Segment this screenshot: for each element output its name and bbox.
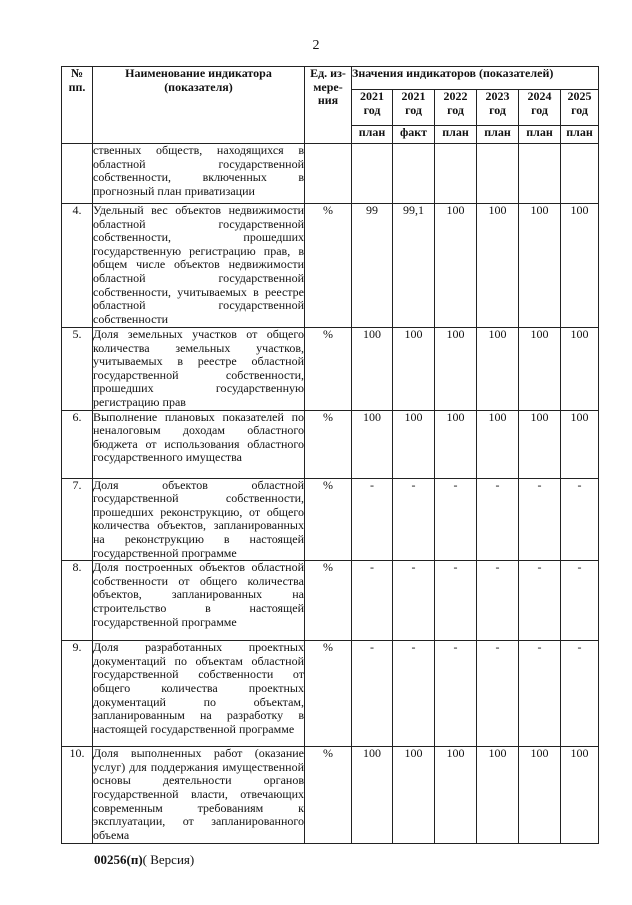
row-value: 100	[393, 410, 435, 478]
row-unit: %	[305, 328, 352, 411]
row-name: Доля объектов областной государственной собственности, прошедших реконструкцию, от общего количества объектов, запланированных на реконструкцию в настоящей государственной программе	[93, 477, 304, 560]
row-value: -	[435, 478, 477, 561]
header-type: план	[352, 126, 393, 144]
year-suffix: год	[531, 102, 548, 117]
row-value: 100	[393, 747, 435, 844]
row-value: 100	[477, 747, 519, 844]
row-value: -	[561, 478, 599, 561]
row-unit: %	[305, 410, 352, 478]
row-name: Удельный вес объектов недвижимости областной государственной собственности, прошедших государственную регистрацию прав, в общем числе объектов недвижимости областной государственной собственности, учитываемых в реестре областной государственной собственности	[93, 203, 304, 326]
row-value: 100	[519, 410, 561, 478]
table-row	[62, 410, 599, 478]
year-label: 2024	[527, 89, 552, 103]
document-code: 00256(п)	[94, 852, 143, 867]
row-value: 99	[352, 204, 393, 328]
row-unit: %	[305, 561, 352, 641]
row-value: 100	[435, 410, 477, 478]
row-value: 100	[435, 328, 477, 411]
row-value	[393, 144, 435, 204]
table-row	[62, 561, 599, 641]
row-value: 100	[477, 328, 519, 411]
row-value: 100	[561, 204, 599, 328]
indicators-table	[61, 66, 599, 844]
row-value: -	[393, 478, 435, 561]
row-value: -	[393, 561, 435, 641]
header-year	[393, 90, 435, 126]
row-value: -	[477, 561, 519, 641]
row-unit: %	[305, 747, 352, 844]
header-values: Значения индикаторов (показателей)	[352, 67, 599, 90]
year-suffix: год	[405, 102, 422, 117]
row-num: 10.	[62, 747, 93, 844]
row-unit	[305, 144, 352, 204]
header-year	[352, 90, 393, 126]
table-row	[62, 204, 599, 328]
row-name: Выполнение плановых показателей по неналоговым доходам областного бюджета от использования областного государственного имущества	[93, 410, 305, 478]
row-num	[62, 144, 93, 204]
row-value	[435, 144, 477, 204]
header-unit: Ед. из-мере-ния	[305, 67, 352, 144]
header-name: Наименование индикатора (показателя)	[93, 67, 305, 144]
row-value	[352, 144, 393, 204]
year-suffix: год	[489, 102, 506, 117]
row-value: 100	[393, 328, 435, 411]
table-row	[62, 641, 599, 747]
page-number: 2	[312, 38, 320, 53]
row-value: -	[352, 478, 393, 561]
row-num: 9.	[62, 641, 93, 747]
header-type: план	[435, 126, 477, 144]
header-type: план	[477, 126, 519, 144]
row-value: -	[519, 561, 561, 641]
row-value: 100	[435, 747, 477, 844]
header-year	[477, 90, 519, 126]
row-unit: %	[305, 478, 352, 561]
year-suffix: год	[571, 102, 588, 117]
row-num: 7.	[62, 478, 93, 561]
row-value: 100	[519, 747, 561, 844]
row-num: 8.	[62, 561, 93, 641]
header-type: план	[561, 126, 599, 144]
row-value: -	[352, 641, 393, 747]
row-value: 100	[561, 747, 599, 844]
row-num: 4.	[62, 204, 93, 328]
year-label: 2023	[485, 89, 510, 103]
row-value: 100	[561, 410, 599, 478]
header-year	[435, 90, 477, 126]
header-year	[561, 90, 599, 126]
row-value: -	[561, 641, 599, 747]
table-row	[62, 328, 599, 411]
header-year	[519, 90, 561, 126]
row-num: 5.	[62, 328, 93, 411]
row-value: -	[477, 478, 519, 561]
row-name: Доля земельных участков от общего количества земельных участков, учитываемых в реестре областной государственной собственности, прошедших государственную регистрацию прав	[93, 327, 304, 409]
row-value	[561, 144, 599, 204]
row-name: Доля построенных объектов областной собственности от общего количества объектов, запланированных на строительство в настоящей государственной программе	[93, 561, 305, 641]
year-label: 2021	[360, 89, 384, 103]
table-row	[62, 144, 599, 204]
row-value	[477, 144, 519, 204]
row-value: 100	[477, 204, 519, 328]
table-row	[62, 747, 599, 844]
row-value: 100	[352, 747, 393, 844]
year-suffix: год	[447, 102, 464, 117]
row-value: 100	[477, 410, 519, 478]
row-num: 6.	[62, 410, 93, 478]
row-value: 100	[352, 328, 393, 411]
row-unit: %	[305, 641, 352, 747]
row-value: -	[519, 641, 561, 747]
row-name: Доля выполненных работ (оказание услуг) для поддержания имущественной основы деятельности органов государственной власти, отвечающих современным требованиям к эксплуатации, от запланированного объема	[93, 746, 304, 842]
header-type: план	[519, 126, 561, 144]
row-value: -	[435, 561, 477, 641]
year-label: 2022	[443, 89, 468, 103]
version-label: ( Версия)	[142, 852, 195, 867]
row-value	[519, 144, 561, 204]
row-value: -	[519, 478, 561, 561]
table-row	[62, 478, 599, 561]
row-value: -	[561, 561, 599, 641]
row-value: 100	[519, 328, 561, 411]
year-label: 2021	[401, 89, 426, 103]
year-suffix: год	[363, 102, 381, 117]
header-num: № пп.	[62, 67, 93, 144]
row-name: ственных обществ, находящихся в областной государственной собственности, включенных в прогнозный план приватизации	[93, 144, 305, 204]
row-value: 100	[519, 204, 561, 328]
row-value: -	[435, 641, 477, 747]
row-name: Доля разработанных проектных документаций по объектам областной государственной собственности от общего количества проектных документаций по объектам, запланированным на разработку в настоящей государственной программе	[93, 641, 305, 747]
row-unit: %	[305, 204, 352, 328]
year-label: 2025	[567, 89, 592, 103]
row-value: 100	[561, 328, 599, 411]
header-type: факт	[393, 126, 435, 144]
row-value: 100	[352, 410, 393, 478]
row-value: -	[393, 641, 435, 747]
document-footer	[94, 852, 194, 868]
row-value: -	[477, 641, 519, 747]
row-value: -	[352, 561, 393, 641]
row-value: 99,1	[393, 204, 435, 328]
row-value: 100	[435, 204, 477, 328]
